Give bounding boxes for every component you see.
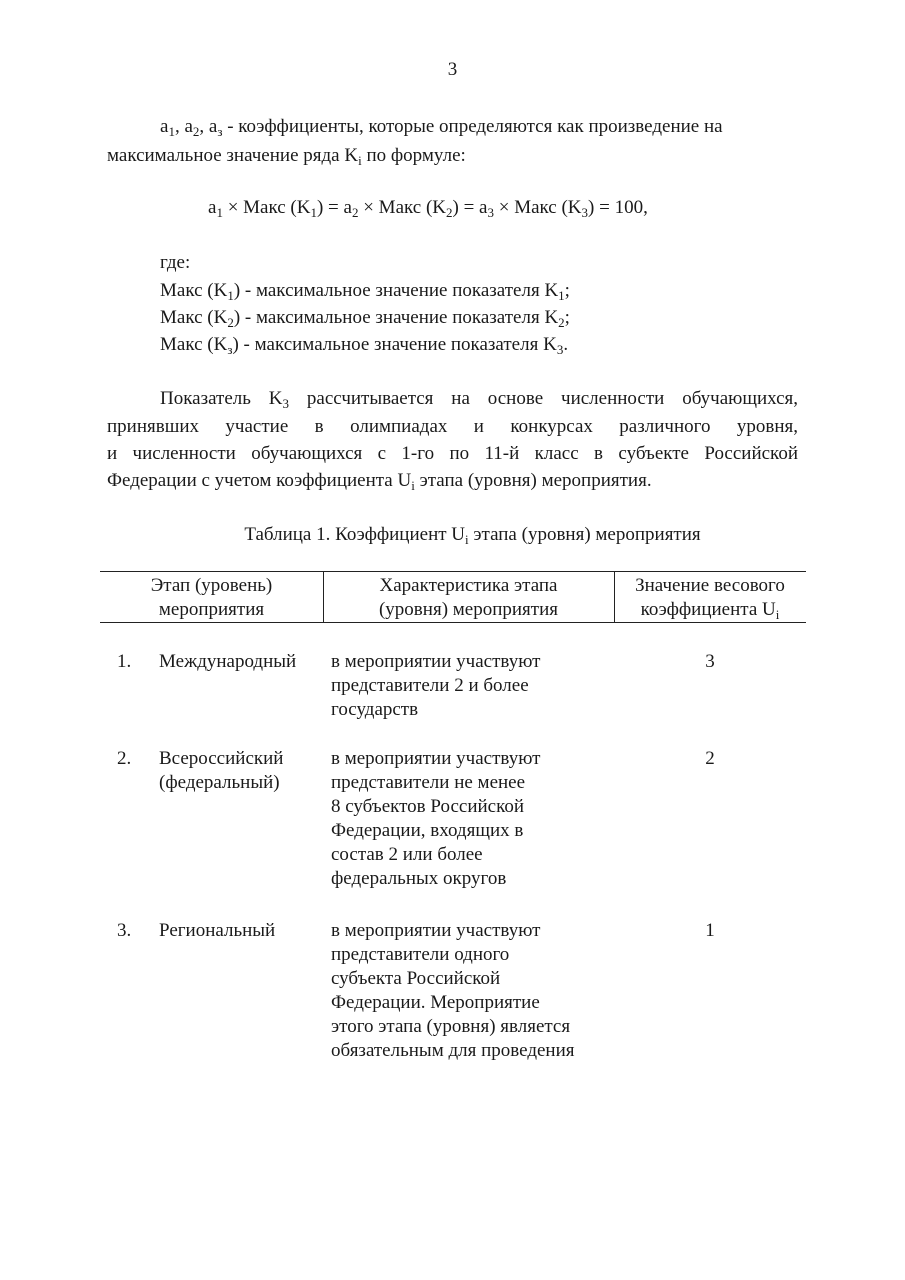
row-description: в мероприятии участвуют представители не менее 8 субъектов Российской Федерации, входящих в состав 2 или более федеральных округов <box>331 748 541 889</box>
row-stage: Международный <box>159 651 297 672</box>
page-number: 3 <box>447 59 458 80</box>
header-stage: Этап (уровень) мероприятия <box>150 575 273 620</box>
row-number: 1. <box>117 651 132 672</box>
intro-line-1: $a_1$, $a_2$, $a_з$ - коэффициенты, которые определяются как произведение на <box>160 116 723 139</box>
paragraph-line: Показатель $K_3$ рассчитывается на основе численности обучающихся, <box>160 388 798 410</box>
where-item: Макс $(K_2)$ - максимальное значение показателя $K_2$; <box>160 307 570 330</box>
header-characteristic: Характеристика этапа (уровня) мероприятия <box>378 575 559 620</box>
row-number: 3. <box>117 920 132 941</box>
row-stage: Региональный <box>159 920 276 941</box>
paragraph-line: принявших участие в олимпиадах и конкурсах различного уровня, <box>107 416 798 437</box>
header-weight: Значение весового коэффициента $U_i$ <box>635 575 785 622</box>
row-description: в мероприятии участвуют представители 2 и более государств <box>331 651 541 720</box>
table-top-rule <box>100 571 806 572</box>
row-value: 2 <box>705 748 715 769</box>
where-label: где: <box>160 252 191 273</box>
formula: $a_1$ × Макс $(K_1) = a_2$ × Макс $(K_2) = a_3$ × Макс $(K_3) = 100$, <box>208 197 648 220</box>
row-description: в мероприятии участвуют представители одного субъекта Российской Федерации. Мероприятие этого этапа (уровня) является обязательным для проведения <box>331 920 575 1061</box>
table-header-rule <box>100 622 806 623</box>
row-value: 1 <box>705 920 715 941</box>
where-item: Макс $(K_з)$ - максимальное значение показателя $K_3$. <box>160 334 569 357</box>
paragraph-line: Федерации с учетом коэффициента $U_i$ этапа (уровня) мероприятия. <box>107 470 652 493</box>
where-item: Макс $(K_1)$ - максимальное значение показателя $K_1$; <box>160 280 570 303</box>
table-caption: Таблица 1. Коэффициент $U_i$ этапа (уровня) мероприятия <box>244 524 701 547</box>
row-stage: Всероссийский (федеральный) <box>159 748 284 793</box>
paragraph-line: и численности обучающихся с 1-го по 11-й класс в субъекте Российской <box>107 443 798 464</box>
intro-line-2: максимальное значение ряда $K_i$ по формуле: <box>107 145 466 168</box>
row-number: 2. <box>117 748 132 769</box>
row-value: 3 <box>705 651 715 672</box>
